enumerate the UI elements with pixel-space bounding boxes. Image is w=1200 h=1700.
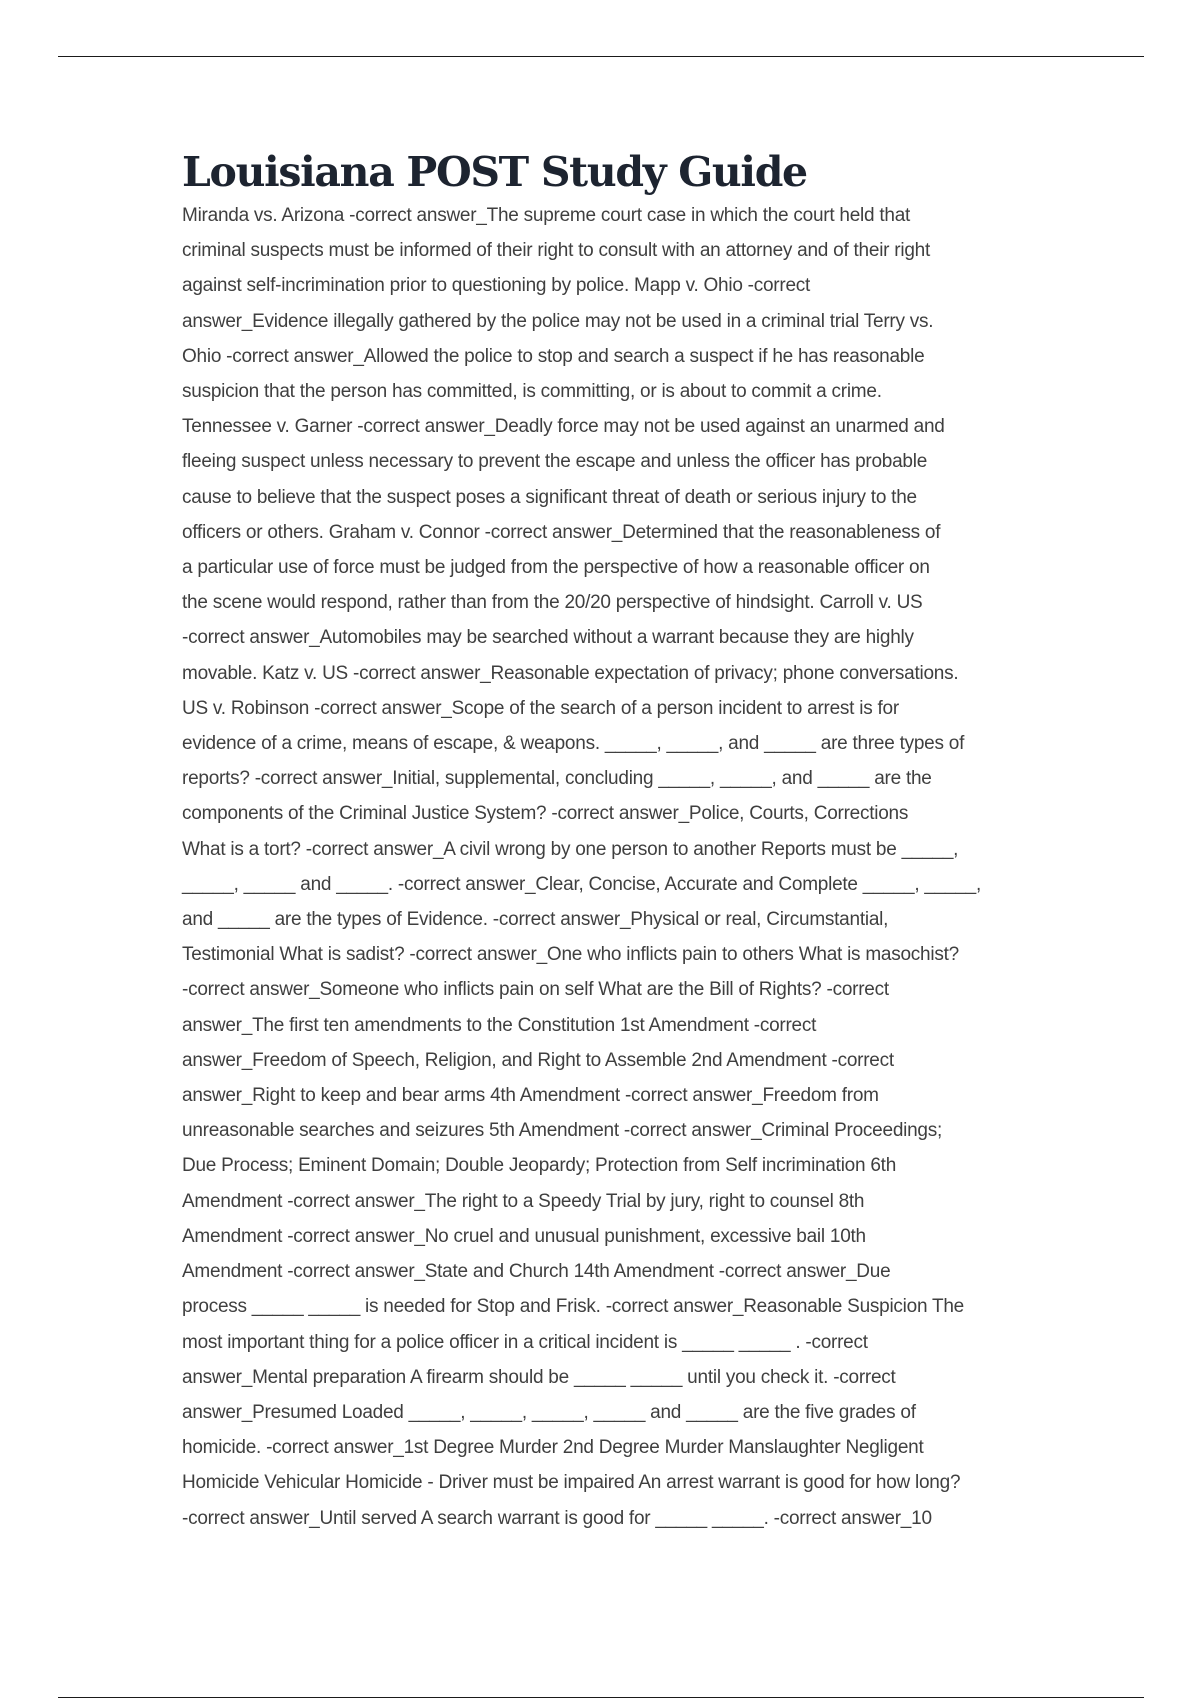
footer-rule [58,1697,1144,1698]
text-line: answer_Freedom of Speech, Religion, and Right to Assemble 2nd Amendment -correct [182,1049,894,1071]
text-line: Amendment -correct answer_The right to a Speedy Trial by jury, right to counsel 8th [182,1190,865,1212]
text-line: against self-incrimination prior to questioning by police. Mapp v. Ohio -correct [182,275,811,297]
text-line: What is a tort? -correct answer_A civil wrong by one person to another Reports must be _____, [182,838,959,860]
text-line: Due Process; Eminent Domain; Double Jeopardy; Protection from Self incrimination 6th [182,1155,897,1177]
text-line: answer_Right to keep and bear arms 4th Amendment -correct answer_Freedom from [182,1085,879,1107]
text-line: suspicion that the person has committed, is committing, or is about to commit a crime. [182,381,882,403]
text-line: evidence of a crime, means of escape, & weapons. _____, _____, and _____ are three types of [182,733,965,755]
text-line: fleeing suspect unless necessary to prevent the escape and unless the officer has probable [182,451,928,473]
text-line: officers or others. Graham v. Connor -correct answer_Determined that the reasonableness of [182,521,941,543]
text-line: answer_The first ten amendments to the Constitution 1st Amendment -correct [182,1014,817,1036]
document-title: Louisiana POST Study Guide [182,148,807,196]
text-line: Ohio -correct answer_Allowed the police to stop and search a suspect if he has reasonable [182,345,925,367]
text-line: reports? -correct answer_Initial, supplemental, concluding _____, _____, and _____ are the [182,768,932,790]
text-line: Miranda vs. Arizona -correct answer_The supreme court case in which the court held that [182,205,911,226]
text-line: and _____ are the types of Evidence. -correct answer_Physical or real, Circumstantial, [182,909,889,931]
text-line: answer_Mental preparation A firearm should be _____ _____ until you check it. -correct [182,1366,896,1388]
text-line: Amendment -correct answer_State and Church 14th Amendment -correct answer_Due [182,1261,891,1283]
text-line: Tennessee v. Garner -correct answer_Deadly force may not be used against an unarmed and [182,416,945,438]
text-line: _____, _____ and _____. -correct answer_Clear, Concise, Accurate and Complete _____, _____, [182,873,982,895]
text-line: the scene would respond, rather than from the 20/20 perspective of hindsight. Carroll v. US [182,592,923,614]
text-line: components of the Criminal Justice System? -correct answer_Police, Courts, Corrections [182,803,909,825]
text-line: -correct answer_Automobiles may be searched without a warrant because they are highly [182,627,914,649]
text-line: answer_Evidence illegally gathered by the police may not be used in a criminal trial Terry vs. [182,310,934,332]
text-line: homicide. -correct answer_1st Degree Murder 2nd Degree Murder Manslaughter Negligent [182,1437,924,1459]
text-line: Homicide Vehicular Homicide - Driver must be impaired An arrest warrant is good for how long? [182,1472,961,1494]
text-line: movable. Katz v. US -correct answer_Reasonable expectation of privacy; phone conversations. [182,662,959,684]
text-line: Amendment -correct answer_No cruel and unusual punishment, excessive bail 10th [182,1225,866,1247]
text-line: answer_Presumed Loaded _____, _____, _____, _____ and _____ are the five grades of [182,1401,916,1423]
text-line: cause to believe that the suspect poses a significant threat of death or serious injury to the [182,486,917,508]
header-rule [58,56,1144,57]
text-line: -correct answer_Until served A search warrant is good for _____ _____. -correct answer_10 [182,1507,932,1529]
text-line: criminal suspects must be informed of their right to consult with an attorney and of their right [182,240,930,262]
text-line: US v. Robinson -correct answer_Scope of the search of a person incident to arrest is for [182,697,899,719]
text-line: unreasonable searches and seizures 5th Amendment -correct answer_Criminal Proceedings; [182,1120,943,1142]
text-line: -correct answer_Someone who inflicts pain on self What are the Bill of Rights? -correct [182,979,889,1001]
study-guide-text [182,198,1048,1536]
text-line: process _____ _____ is needed for Stop and Frisk. -correct answer_Reasonable Suspicion The [182,1296,964,1318]
text-line: Testimonial What is sadist? -correct answer_One who inflicts pain to others What is masochist? [182,944,959,966]
text-line: most important thing for a police officer in a critical incident is _____ _____ . -correct [182,1331,868,1353]
text-line: a particular use of force must be judged from the perspective of how a reasonable officer on [182,557,930,579]
document-body [182,146,1048,1536]
